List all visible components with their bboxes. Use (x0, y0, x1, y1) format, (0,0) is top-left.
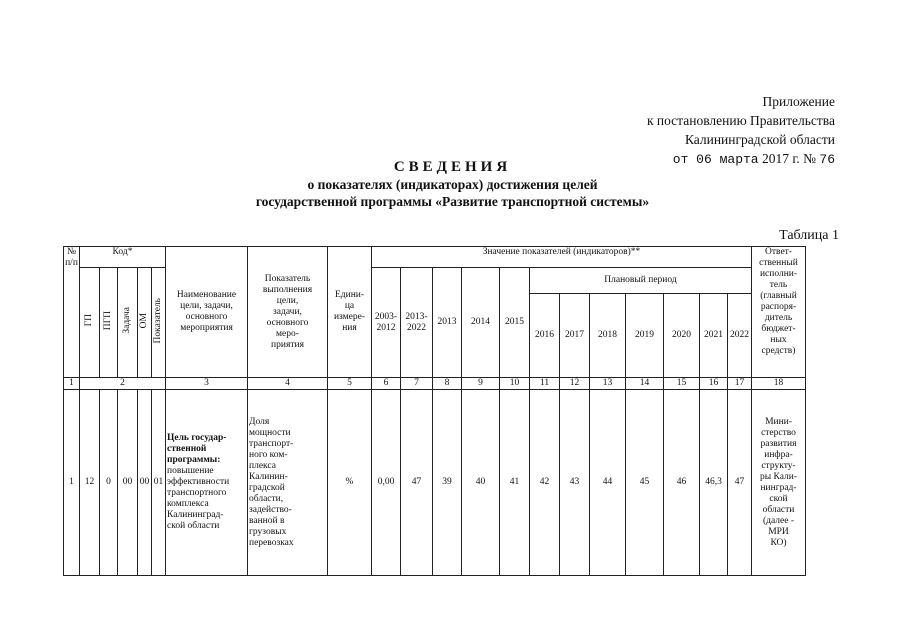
row-num: 1 (64, 390, 80, 576)
document-subtitle-1: о показателях (индикаторах) достижения целей (307, 177, 598, 192)
colnum-5: 5 (328, 378, 372, 390)
row-code-pgp: 0 (100, 390, 118, 576)
header-year-2017: 2017 (560, 294, 590, 378)
colnum-8: 8 (433, 378, 462, 390)
colnum-7: 7 (401, 378, 433, 390)
header-year-2015: 2015 (500, 268, 530, 378)
colnum-15: 15 (664, 378, 700, 390)
appendix-number: 76 (819, 152, 835, 167)
header-num: № п/п (64, 247, 80, 378)
colnum-11: 11 (530, 378, 560, 390)
document-subtitle-2: государственной программы «Развитие транспортной системы» (255, 194, 650, 209)
header-code-pgp: ПГП (100, 268, 118, 378)
row-value-2015: 41 (500, 390, 530, 576)
header-code-om: ОМ (138, 268, 152, 378)
header-name: Наименование цели, задачи, основного мероприятия (166, 247, 248, 378)
document-title: СВЕДЕНИЯ (393, 159, 512, 175)
colnum-1: 1 (64, 378, 80, 390)
appendix-date: от 06 марта (672, 152, 759, 167)
row-value-2021: 46,3 (700, 390, 728, 576)
appendix-year: 2017 г. № (761, 151, 817, 166)
row-value-2020: 46 (664, 390, 700, 576)
header-year-2022: 2022 (728, 294, 752, 378)
header-code: Код* (80, 247, 166, 268)
header-year-2020: 2020 (664, 294, 700, 378)
header-unit: Едини- ца измере- ния (328, 247, 372, 378)
table-label: Таблица 1 (779, 228, 839, 243)
row-code-gp: 12 (80, 390, 100, 576)
row-value-2013: 39 (433, 390, 462, 576)
row-code-om: 00 (138, 390, 152, 576)
row-value-2003-2012: 0,00 (372, 390, 401, 576)
colnum-12: 12 (560, 378, 590, 390)
document-heading (0, 158, 905, 210)
colnum-13: 13 (590, 378, 626, 390)
row-goal-text: повышение эффективности транспортного комплекса Калининград- ской области (167, 466, 230, 531)
colnum-2: 2 (80, 378, 166, 390)
colnum-10: 10 (500, 378, 530, 390)
colnum-18: 18 (752, 378, 806, 390)
colnum-3: 3 (166, 378, 248, 390)
row-value-2017: 43 (560, 390, 590, 576)
colnum-16: 16 (700, 378, 728, 390)
colnum-14: 14 (626, 378, 664, 390)
colnum-17: 17 (728, 378, 752, 390)
colnum-9: 9 (462, 378, 500, 390)
column-numbers-row (64, 378, 806, 390)
row-value-2018: 44 (590, 390, 626, 576)
row-indicator-text: Доля мощности транспорт- ного ком- плекса Калинин- градской области, задейство- ванной в грузовых перевозках (248, 390, 328, 576)
row-value-2013-2022: 47 (401, 390, 433, 576)
row-value-2014: 40 (462, 390, 500, 576)
header-year-2021: 2021 (700, 294, 728, 378)
indicators-table (63, 246, 806, 576)
appendix-line-region: Калининградской области (684, 132, 835, 147)
header-code-indicator: Показатель (152, 268, 166, 378)
header-responsible: Ответ- ственный исполни- тель (главный распоря- дитель бюджет- ных средств) (752, 247, 806, 378)
row-value-2016: 42 (530, 390, 560, 576)
header-year-2016: 2016 (530, 294, 560, 378)
header-year-2013-2022: 2013- 2022 (401, 268, 433, 378)
row-value-2022: 47 (728, 390, 752, 576)
table-row (64, 390, 806, 576)
header-indicator: Показатель выполнения цели, задачи, основного меро- приятия (248, 247, 328, 378)
row-goal-label: Цель государ- ственной программы: (167, 433, 227, 465)
header-plan-period: Плановый период (530, 268, 752, 294)
header-year-2018: 2018 (590, 294, 626, 378)
header-code-gp: ГП (80, 268, 100, 378)
row-unit: % (328, 390, 372, 576)
appendix-title: Приложение (762, 94, 835, 109)
colnum-4: 4 (248, 378, 328, 390)
row-goal-name (166, 390, 248, 576)
row-code-task: 00 (118, 390, 138, 576)
header-year-2003-2012: 2003- 2012 (372, 268, 401, 378)
header-code-task: Задача (118, 268, 138, 378)
header-year-2019: 2019 (626, 294, 664, 378)
row-responsible: Мини- стерство развития инфра- структу- ры Кали- нинград- ской области (далее - МРИ КО) (752, 390, 806, 576)
header-values: Значение показателей (индикаторов)** (372, 247, 752, 268)
header-year-2014: 2014 (462, 268, 500, 378)
header-year-2013: 2013 (433, 268, 462, 378)
appendix-line-decree: к постановлению Правительства (646, 113, 835, 128)
colnum-6: 6 (372, 378, 401, 390)
row-value-2019: 45 (626, 390, 664, 576)
row-code-indicator: 01 (152, 390, 166, 576)
